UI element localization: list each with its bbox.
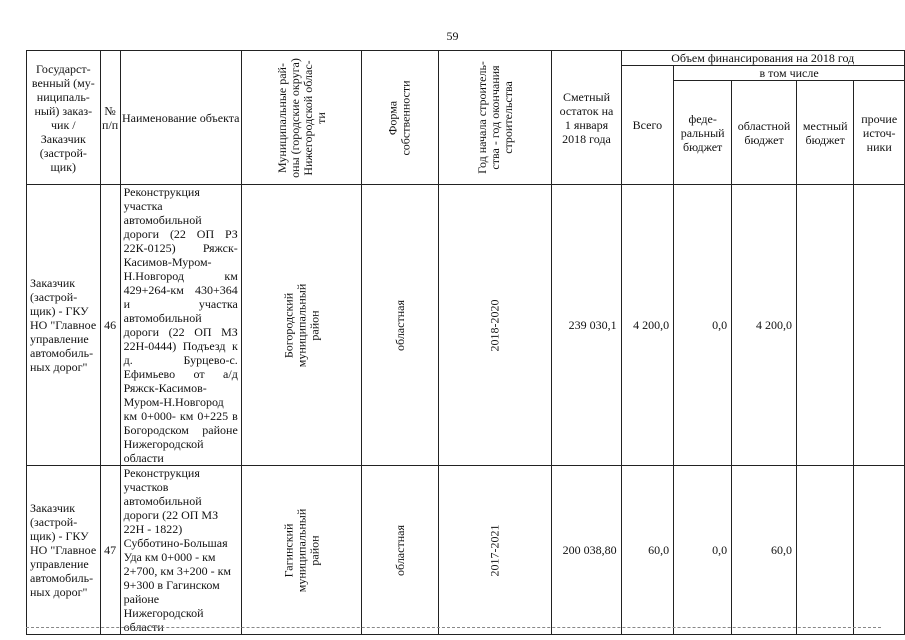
header-total: Всего xyxy=(621,66,674,185)
row-num: 47 xyxy=(100,466,120,635)
header-ownership: Форма собственности xyxy=(362,51,438,185)
row-regional: 60,0 xyxy=(732,466,797,635)
row-balance: 200 038,80 xyxy=(552,466,621,635)
header-years: Год начала строитель- ства - год окончания строительства xyxy=(438,51,552,185)
row-regional: 4 200,0 xyxy=(732,185,797,466)
row-object-name: Реконструкция участка автомобильной дороги (22 ОП РЗ 22К-0125) Ряжск-Касимов-Муром-Н.Новгород км 429+264-км 430+364 и участка автомобильной дороги (22 ОП МЗ 22Н-0444) Подъезд к д. Бурцево-с. Ефимьево от а/д Ряжск-Касимов-Муром-Н.Новгород км 0+000- км 0+225 в Богородском районе Нижегородской области xyxy=(120,185,241,466)
row-customer: Заказчик (застрой- щик) - ГКУ НО "Главное управление автомобиль- ных дорог" xyxy=(27,466,101,635)
row-local xyxy=(796,185,853,466)
row-years: 2017-2021 xyxy=(438,466,552,635)
row-local xyxy=(796,466,853,635)
row-ownership: областная xyxy=(362,466,438,635)
header-regional: областной бюджет xyxy=(732,81,797,185)
page-number: 59 xyxy=(446,29,459,43)
row-municipality: Богородский муниципальный район xyxy=(241,185,362,466)
header-financing: Объем финансирования на 2018 год xyxy=(621,51,904,66)
row-other xyxy=(854,185,905,466)
row-federal: 0,0 xyxy=(674,185,732,466)
header-object-name: Наименование объекта xyxy=(120,51,241,185)
row-municipality: Гагинский муниципальный район xyxy=(241,466,362,635)
header-num: № п/п xyxy=(100,51,120,185)
header-other: прочие источ- ники xyxy=(854,81,905,185)
row-federal: 0,0 xyxy=(674,466,732,635)
table-row xyxy=(27,466,905,635)
row-object-name: Реконструкция участков автомобильной дороги (22 ОП МЗ 22Н - 1822) Субботино-Большая Уда км 0+000 - км 2+700, км 3+200 - км 9+300 в Гагинском районе Нижегородской области xyxy=(120,466,241,635)
bottom-divider xyxy=(26,627,881,628)
row-balance: 239 030,1 xyxy=(552,185,621,466)
header-customer: Государст- венный (му- ниципаль- ный) заказ- чик / Заказчик (застрой- щик) xyxy=(27,51,101,185)
header-including: в том числе xyxy=(674,66,905,81)
row-ownership: областная xyxy=(362,185,438,466)
header-municipality: Муниципальные рай- оны (городские округа) Нижегородской облас- ти xyxy=(241,51,362,185)
table-row xyxy=(27,185,905,466)
header-balance: Сметный остаток на 1 января 2018 года xyxy=(552,51,621,185)
financing-table xyxy=(26,50,905,635)
row-total: 60,0 xyxy=(621,466,674,635)
header-local: местный бюджет xyxy=(796,81,853,185)
row-years: 2018-2020 xyxy=(438,185,552,466)
header-federal: феде- ральный бюджет xyxy=(674,81,732,185)
row-total: 4 200,0 xyxy=(621,185,674,466)
row-num: 46 xyxy=(100,185,120,466)
row-customer: Заказчик (застрой- щик) - ГКУ НО "Главное управление автомобиль- ных дорог" xyxy=(27,185,101,466)
row-other xyxy=(854,466,905,635)
